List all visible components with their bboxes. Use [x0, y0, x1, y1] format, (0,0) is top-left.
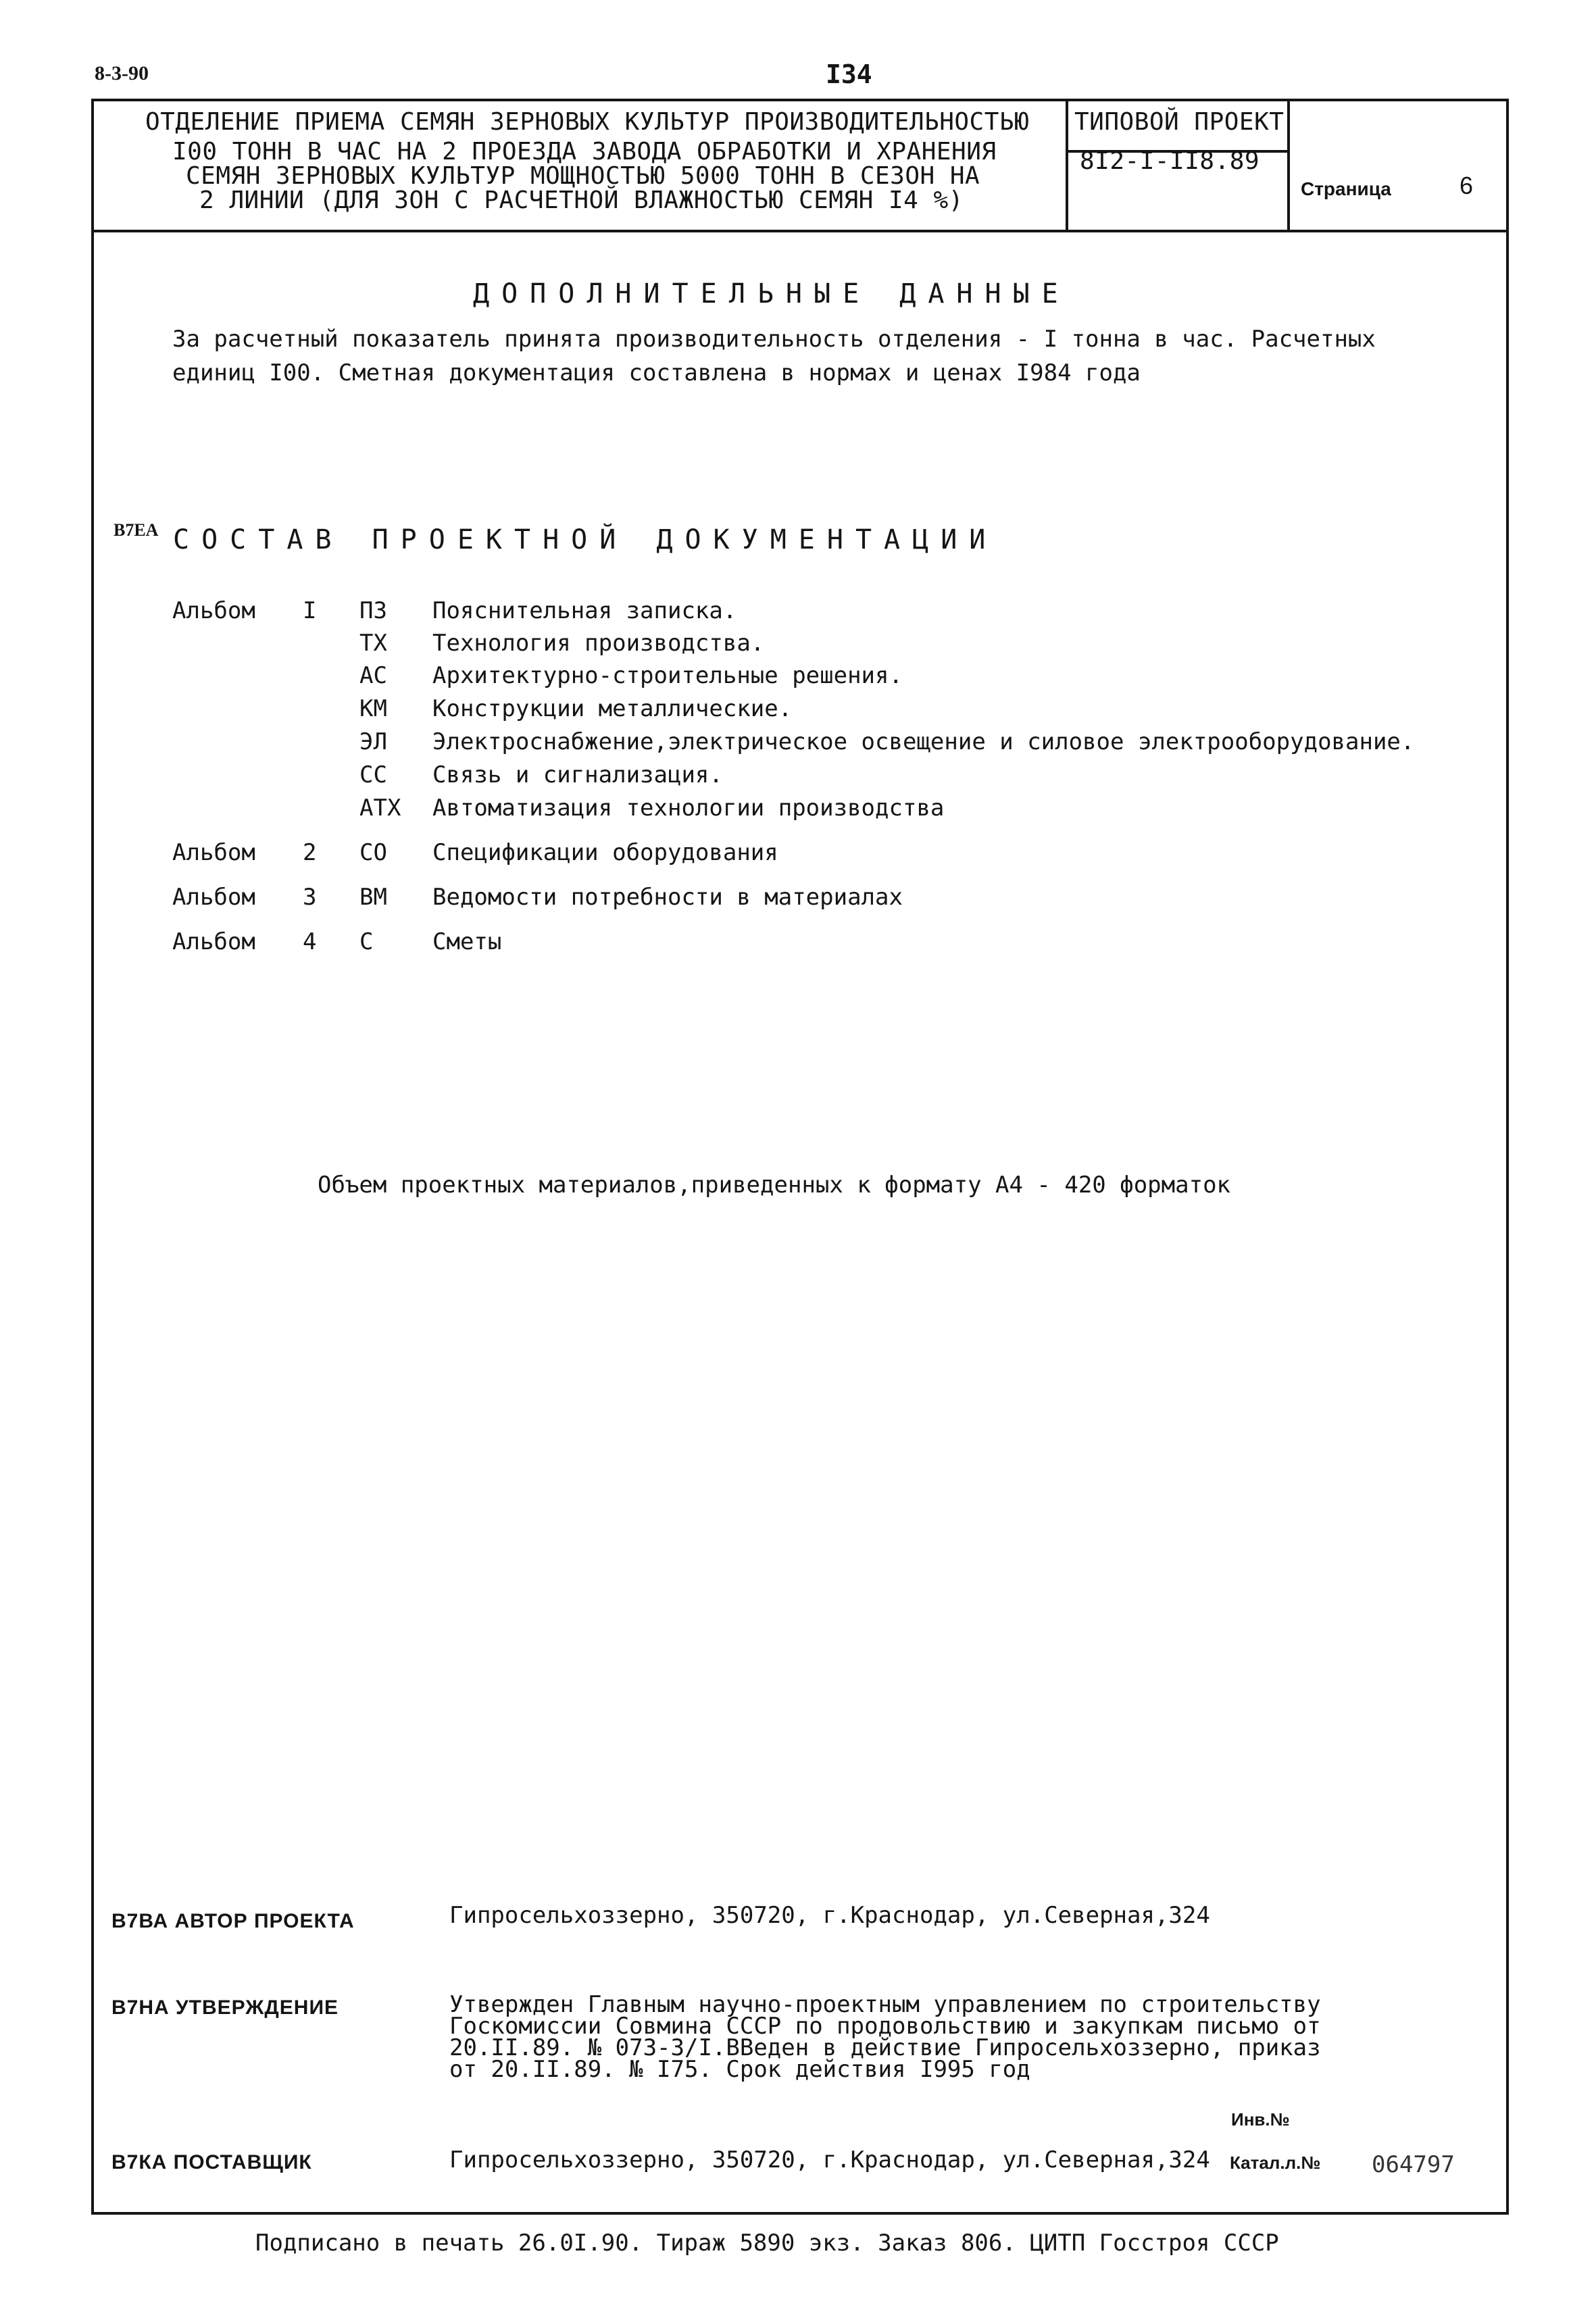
document-list-item	[0, 839, 1487, 873]
document-list-item	[0, 761, 1487, 795]
document-list-num: 4	[303, 928, 317, 955]
title-line-2: I00 ТОНН В ЧАС НА 2 ПРОЕЗДА ЗАВОДА ОБРАБОТКИ И ХРАНЕНИЯ	[172, 138, 997, 166]
print-footer: Подписано в печать 26.0I.90. Тираж 5890 экз. Заказ 806. ЦИТП Госстроя СССР	[255, 2230, 1279, 2257]
document-list-text: Пояснительная записка.	[432, 597, 737, 624]
document-list-item	[0, 695, 1487, 729]
title-block-divider	[91, 230, 1509, 232]
series-code: 8-3-90	[95, 62, 149, 84]
document-list-code: ВМ	[359, 884, 387, 911]
document-list-code: ТХ	[359, 630, 387, 657]
document-list-text: Архитектурно-строительные решения.	[432, 662, 903, 689]
additional-line-1: За расчетный показатель принята производительность отделения - I тонна в час. Расчетных	[172, 326, 1376, 353]
approval-line-1: Утвержден Главным научно-проектным управлением по строительству	[449, 1991, 1321, 2018]
project-type-label: ТИПОВОЙ ПРОЕКТ	[1074, 108, 1285, 136]
document-list-text: Автоматизация технологии производства	[432, 795, 945, 822]
supplier-text: Гипросельхоззерно, 350720, г.Краснодар, ул.Северная,324	[449, 2146, 1210, 2173]
supplier-label: В7КА ПОСТАВЩИК	[111, 2151, 312, 2173]
composition-code: В7ЕА	[114, 520, 159, 540]
document-list-code: СО	[359, 839, 387, 866]
composition-heading: СОСТАВ ПРОЕКТНОЙ ДОКУМЕНТАЦИИ	[173, 524, 998, 555]
page-label: Страница	[1301, 178, 1391, 199]
document-list-item	[0, 662, 1487, 696]
document-list-item	[0, 728, 1487, 762]
document-list-num: 3	[303, 884, 317, 911]
page-value: 6	[1460, 172, 1474, 199]
document-frame	[91, 99, 1509, 2215]
author-text: Гипросельхоззерно, 350720, г.Краснодар, ул.Северная,324	[449, 1902, 1210, 1929]
approval-line-4: от 20.II.89. № I75. Срок действия I995 год	[449, 2056, 1030, 2083]
inventory-label: Инв.№	[1231, 2109, 1290, 2130]
document-list-num: I	[303, 597, 317, 624]
document-list-album: Альбом	[172, 839, 255, 866]
document-list-code: АТХ	[359, 795, 401, 822]
document-list-item	[0, 630, 1487, 663]
document-list-code: ПЗ	[359, 597, 387, 624]
approval-line-2: Госкомиссии Совмина СССР по продовольствию и закупкам письмо от	[449, 2013, 1321, 2040]
document-list-album: Альбом	[172, 597, 255, 624]
title-block-col-divider-1	[1066, 99, 1068, 232]
document-list-item	[0, 884, 1487, 917]
document-list-text: Конструкции металлические.	[432, 695, 793, 722]
catalog-number: 064797	[1372, 2151, 1455, 2178]
title-line-3: СЕМЯН ЗЕРНОВЫХ КУЛЬТУР МОЩНОСТЬЮ 5000 ТОНН В СЕЗОН НА	[186, 162, 980, 190]
volume-note: Объем проектных материалов,приведенных к формату А4 - 420 форматок	[318, 1172, 1231, 1199]
document-list-code: СС	[359, 761, 387, 788]
document-list-text: Ведомости потребности в материалах	[432, 884, 903, 911]
author-label: В7ВА АВТОР ПРОЕКТА	[111, 1910, 355, 1932]
document-list-code: АС	[359, 662, 387, 689]
document-list-code: С	[359, 928, 374, 955]
approval-label: В7НА УТВЕРЖДЕНИЕ	[111, 1996, 339, 2019]
document-list-album: Альбом	[172, 928, 255, 955]
additional-heading: ДОПОЛНИТЕЛЬНЫЕ ДАННЫЕ	[473, 278, 1070, 309]
document-list-item	[0, 795, 1487, 828]
additional-line-2: единиц I00. Сметная документация составлена в нормах и ценах I984 года	[172, 359, 1141, 386]
document-list-code: КМ	[359, 695, 387, 722]
document-list-item	[0, 928, 1487, 962]
catalog-label: Катал.л.№	[1230, 2153, 1321, 2173]
document-list-code: ЭЛ	[359, 728, 387, 755]
document-list-album: Альбом	[172, 884, 255, 911]
title-block-col-divider-2	[1287, 99, 1290, 232]
title-line-4: 2 ЛИНИИ (ДЛЯ ЗОН С РАСЧЕТНОЙ ВЛАЖНОСТЬЮ СЕМЯН I4 %)	[199, 186, 964, 214]
document-list-text: Сметы	[432, 928, 502, 955]
document-list-text: Спецификации оборудования	[432, 839, 778, 866]
project-number: 8I2-I-II8.89	[1080, 147, 1260, 175]
title-line-1: ОТДЕЛЕНИЕ ПРИЕМА СЕМЯН ЗЕРНОВЫХ КУЛЬТУР ПРОИЗВОДИТЕЛЬНОСТЬЮ	[145, 108, 1030, 136]
document-list-item	[0, 597, 1487, 631]
document-list-num: 2	[303, 839, 317, 866]
document-list-text: Связь и сигнализация.	[432, 761, 723, 788]
document-list-text: Электроснабжение,электрическое освещение и силовое электрооборудование.	[432, 728, 1415, 755]
document-list-text: Технология производства.	[432, 630, 765, 657]
approval-line-3: 20.II.89. № 073-3/I.ВВеден в действие Гипросельхоззерно, приказ	[449, 2034, 1321, 2061]
sheet-number: I34	[826, 59, 872, 89]
